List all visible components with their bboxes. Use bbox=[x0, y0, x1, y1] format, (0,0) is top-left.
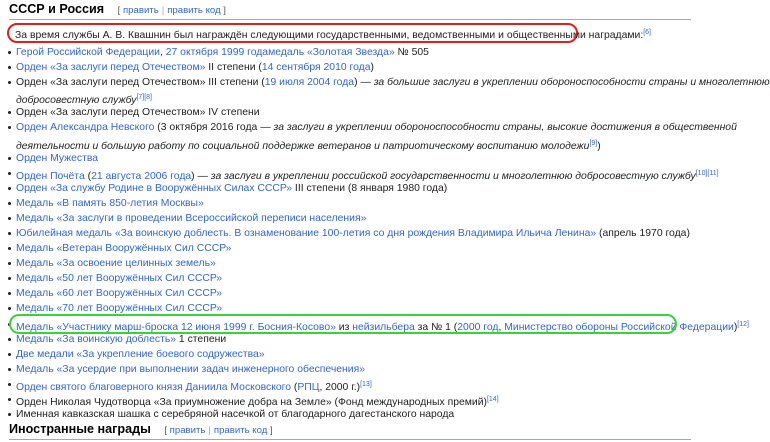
award-citation: за заслуги в укреплении обороноспособности страны, высокие достижения в общественной bbox=[273, 122, 737, 134]
award-text: , bbox=[159, 47, 166, 58]
award-link[interactable]: Орден «За заслуги перед Отечеством» bbox=[16, 62, 206, 74]
edit-code-link[interactable]: править код bbox=[213, 425, 268, 436]
ref-link[interactable]: [9] bbox=[589, 139, 598, 147]
award-link[interactable]: Медаль «60 лет Вооружённых Сил СССР» bbox=[16, 288, 223, 300]
award-link[interactable]: Орден святого благоверного князя Даниила Московского bbox=[16, 381, 291, 393]
bullet-icon bbox=[8, 292, 11, 295]
bullet-icon bbox=[8, 187, 11, 190]
bullet-icon bbox=[8, 398, 11, 401]
date-link[interactable]: 21 августа 2006 года bbox=[91, 170, 192, 182]
highlight-green-box bbox=[9, 314, 677, 334]
list-item bbox=[16, 363, 365, 376]
list-item bbox=[16, 408, 454, 421]
award-link[interactable]: Орден «За службу Родине в Вооружённых Силах СССР» bbox=[16, 182, 293, 194]
list-item bbox=[16, 121, 737, 134]
list-item bbox=[16, 106, 260, 119]
award-link[interactable]: Министерство обороны Российской Федерации bbox=[504, 321, 734, 333]
award-text: ) bbox=[597, 140, 601, 152]
list-item bbox=[16, 287, 222, 300]
award-text: (3 октября 2016 года — bbox=[154, 122, 274, 134]
intro-text: За время службы А. В. Квашнин был награждён следующими государственными, ведомственными и общественными наградами:[6] bbox=[15, 29, 652, 41]
bullet-icon bbox=[8, 277, 11, 280]
award-link[interactable]: Орден Мужества bbox=[16, 152, 99, 164]
edit-link[interactable]: править bbox=[122, 5, 159, 16]
list-item bbox=[16, 333, 226, 346]
date-link[interactable]: 19 июля 2004 года bbox=[264, 77, 355, 89]
award-text: № 505 bbox=[394, 47, 429, 58]
list-item bbox=[16, 197, 204, 210]
award-text: из bbox=[335, 321, 353, 333]
bullet-icon bbox=[8, 157, 11, 160]
bullet-icon bbox=[8, 51, 11, 54]
ref-link[interactable]: [13] bbox=[360, 380, 372, 388]
ref-link[interactable]: [12] bbox=[737, 320, 749, 328]
award-text: ) — bbox=[354, 77, 374, 89]
award-text: III степени (8 января 1980 года) bbox=[292, 182, 448, 194]
ref-link[interactable]: [7][8] bbox=[136, 94, 153, 102]
award-link[interactable]: Орден Почёта bbox=[16, 170, 85, 182]
award-text: , 2000 г.) bbox=[319, 381, 361, 393]
award-link[interactable]: Медаль «70 лет Вооружённых Сил СССР» bbox=[16, 303, 223, 315]
award-citation: за заслуги в укреплении российской государственности и многолетнюю добросовестную службу bbox=[210, 170, 696, 182]
edit-link[interactable]: править bbox=[169, 425, 206, 436]
list-item bbox=[16, 76, 770, 89]
section-heading-ussr-russia bbox=[9, 2, 226, 16]
award-text: за № 1 ( bbox=[414, 321, 458, 333]
bullet-icon bbox=[8, 307, 11, 310]
list-item bbox=[16, 242, 231, 255]
bullet-icon bbox=[8, 232, 11, 235]
bullet-icon bbox=[8, 172, 11, 175]
award-link[interactable]: Медаль «Ветеран Вооружённых Сил СССР» bbox=[16, 243, 232, 255]
section-title: Иностранные награды bbox=[9, 422, 151, 436]
bullet-icon bbox=[8, 353, 11, 356]
award-link[interactable]: Две медали «За укрепление боевого содружества» bbox=[16, 348, 265, 360]
award-text: Орден Николая Чудотворца «За приумножение добра на Земле» (Фонд международных премий) bbox=[16, 396, 487, 408]
award-citation: деятельности и большую работу по социальной поддержке ветеранов и патриотическому воспитанию молодежи bbox=[16, 140, 590, 152]
list-item bbox=[16, 348, 265, 361]
award-text: (апрель 1970 года) bbox=[596, 228, 690, 239]
award-link[interactable]: Герой Российской Федерации bbox=[16, 47, 160, 58]
list-item-continuation bbox=[16, 91, 152, 107]
award-link[interactable]: нейзильбера bbox=[352, 321, 415, 333]
list-item bbox=[16, 393, 499, 409]
date-link[interactable]: 27 октября 1999 года bbox=[165, 47, 269, 58]
award-text: ) bbox=[370, 62, 374, 74]
award-link[interactable]: Медаль «В память 850-летия Москвы» bbox=[16, 197, 204, 209]
bullet-icon bbox=[8, 383, 11, 386]
award-text: Орден «За заслуги перед Отечеством» IV степени bbox=[16, 107, 260, 119]
award-text: Именная кавказская шашка с серебряной насечкой от благодарного дагестанского народа bbox=[16, 409, 455, 420]
award-link[interactable]: Медаль «За усердие при выполнении задач инженерного обеспечения» bbox=[16, 363, 366, 375]
award-link[interactable]: медаль «Золотая Звезда» bbox=[268, 47, 395, 58]
section-title: СССР и Россия bbox=[9, 2, 105, 16]
award-text: 1 степени bbox=[176, 333, 227, 345]
list-item bbox=[16, 257, 216, 270]
date-link[interactable]: 14 сентября 2010 года bbox=[261, 62, 371, 74]
award-text: ( bbox=[290, 381, 298, 393]
edit-links: [ править | править код ] bbox=[117, 5, 226, 16]
ref-link[interactable]: [6] bbox=[643, 29, 652, 36]
award-link[interactable]: РПЦ bbox=[297, 381, 320, 393]
award-text: ( bbox=[84, 170, 92, 182]
bullet-icon bbox=[8, 338, 11, 341]
list-item bbox=[16, 46, 429, 59]
date-link[interactable]: 2000 год bbox=[457, 321, 499, 333]
list-item bbox=[16, 167, 719, 183]
award-link[interactable]: Юбилейная медаль «За воинскую доблесть. В ознаменование 100-летия со дня рождения Владимира Ильича Ленина» bbox=[16, 228, 597, 239]
heading-divider bbox=[9, 439, 691, 440]
bullet-icon bbox=[8, 81, 11, 84]
award-text: , bbox=[498, 321, 505, 333]
bullet-icon bbox=[8, 66, 11, 69]
section-heading-foreign bbox=[9, 422, 273, 436]
list-item bbox=[16, 378, 372, 394]
bullet-icon bbox=[8, 202, 11, 205]
heading-divider bbox=[9, 19, 691, 20]
bullet-icon bbox=[8, 247, 11, 250]
award-citation: добросовестную службу bbox=[16, 95, 137, 107]
list-item bbox=[16, 272, 222, 285]
bullet-icon bbox=[8, 368, 11, 371]
edit-links: [ править | править код ] bbox=[164, 425, 273, 436]
bullet-icon bbox=[8, 111, 11, 114]
bullet-icon bbox=[8, 126, 11, 129]
bullet-icon bbox=[8, 262, 11, 265]
award-text: II степени ( bbox=[205, 62, 262, 74]
list-item bbox=[16, 227, 690, 240]
award-link[interactable]: Медаль «За освоение целинных земель» bbox=[16, 258, 216, 270]
award-citation: за большие заслуги в укреплении обороноспособности страны и многолетнюю bbox=[373, 77, 770, 89]
list-item bbox=[16, 61, 374, 74]
bullet-icon bbox=[8, 217, 11, 220]
award-text: ) bbox=[733, 321, 738, 333]
award-text: Орден «За заслуги перед Отечеством» III степени ( bbox=[16, 77, 265, 89]
award-link[interactable]: Медаль «Участнику марш-броска 12 июня 1999 г. Босния-Косово» bbox=[16, 321, 336, 333]
list-item bbox=[16, 182, 447, 195]
list-item bbox=[16, 212, 366, 225]
edit-code-link[interactable]: править код bbox=[167, 5, 221, 16]
award-text: ) — bbox=[191, 170, 211, 182]
ref-link[interactable]: [14] bbox=[486, 395, 499, 403]
list-item bbox=[16, 152, 98, 165]
award-link[interactable]: Медаль «За воинскую доблесть» bbox=[16, 333, 177, 345]
list-item-continuation bbox=[16, 137, 601, 153]
award-link[interactable]: Медаль «50 лет Вооружённых Сил СССР» bbox=[16, 273, 223, 285]
award-link[interactable]: Медаль «За заслуги в проведении Всероссийской переписи населения» bbox=[16, 212, 367, 224]
ref-link[interactable]: [10][11] bbox=[695, 169, 719, 177]
bullet-icon bbox=[8, 413, 11, 416]
award-link[interactable]: Орден Александра Невского bbox=[16, 122, 155, 134]
